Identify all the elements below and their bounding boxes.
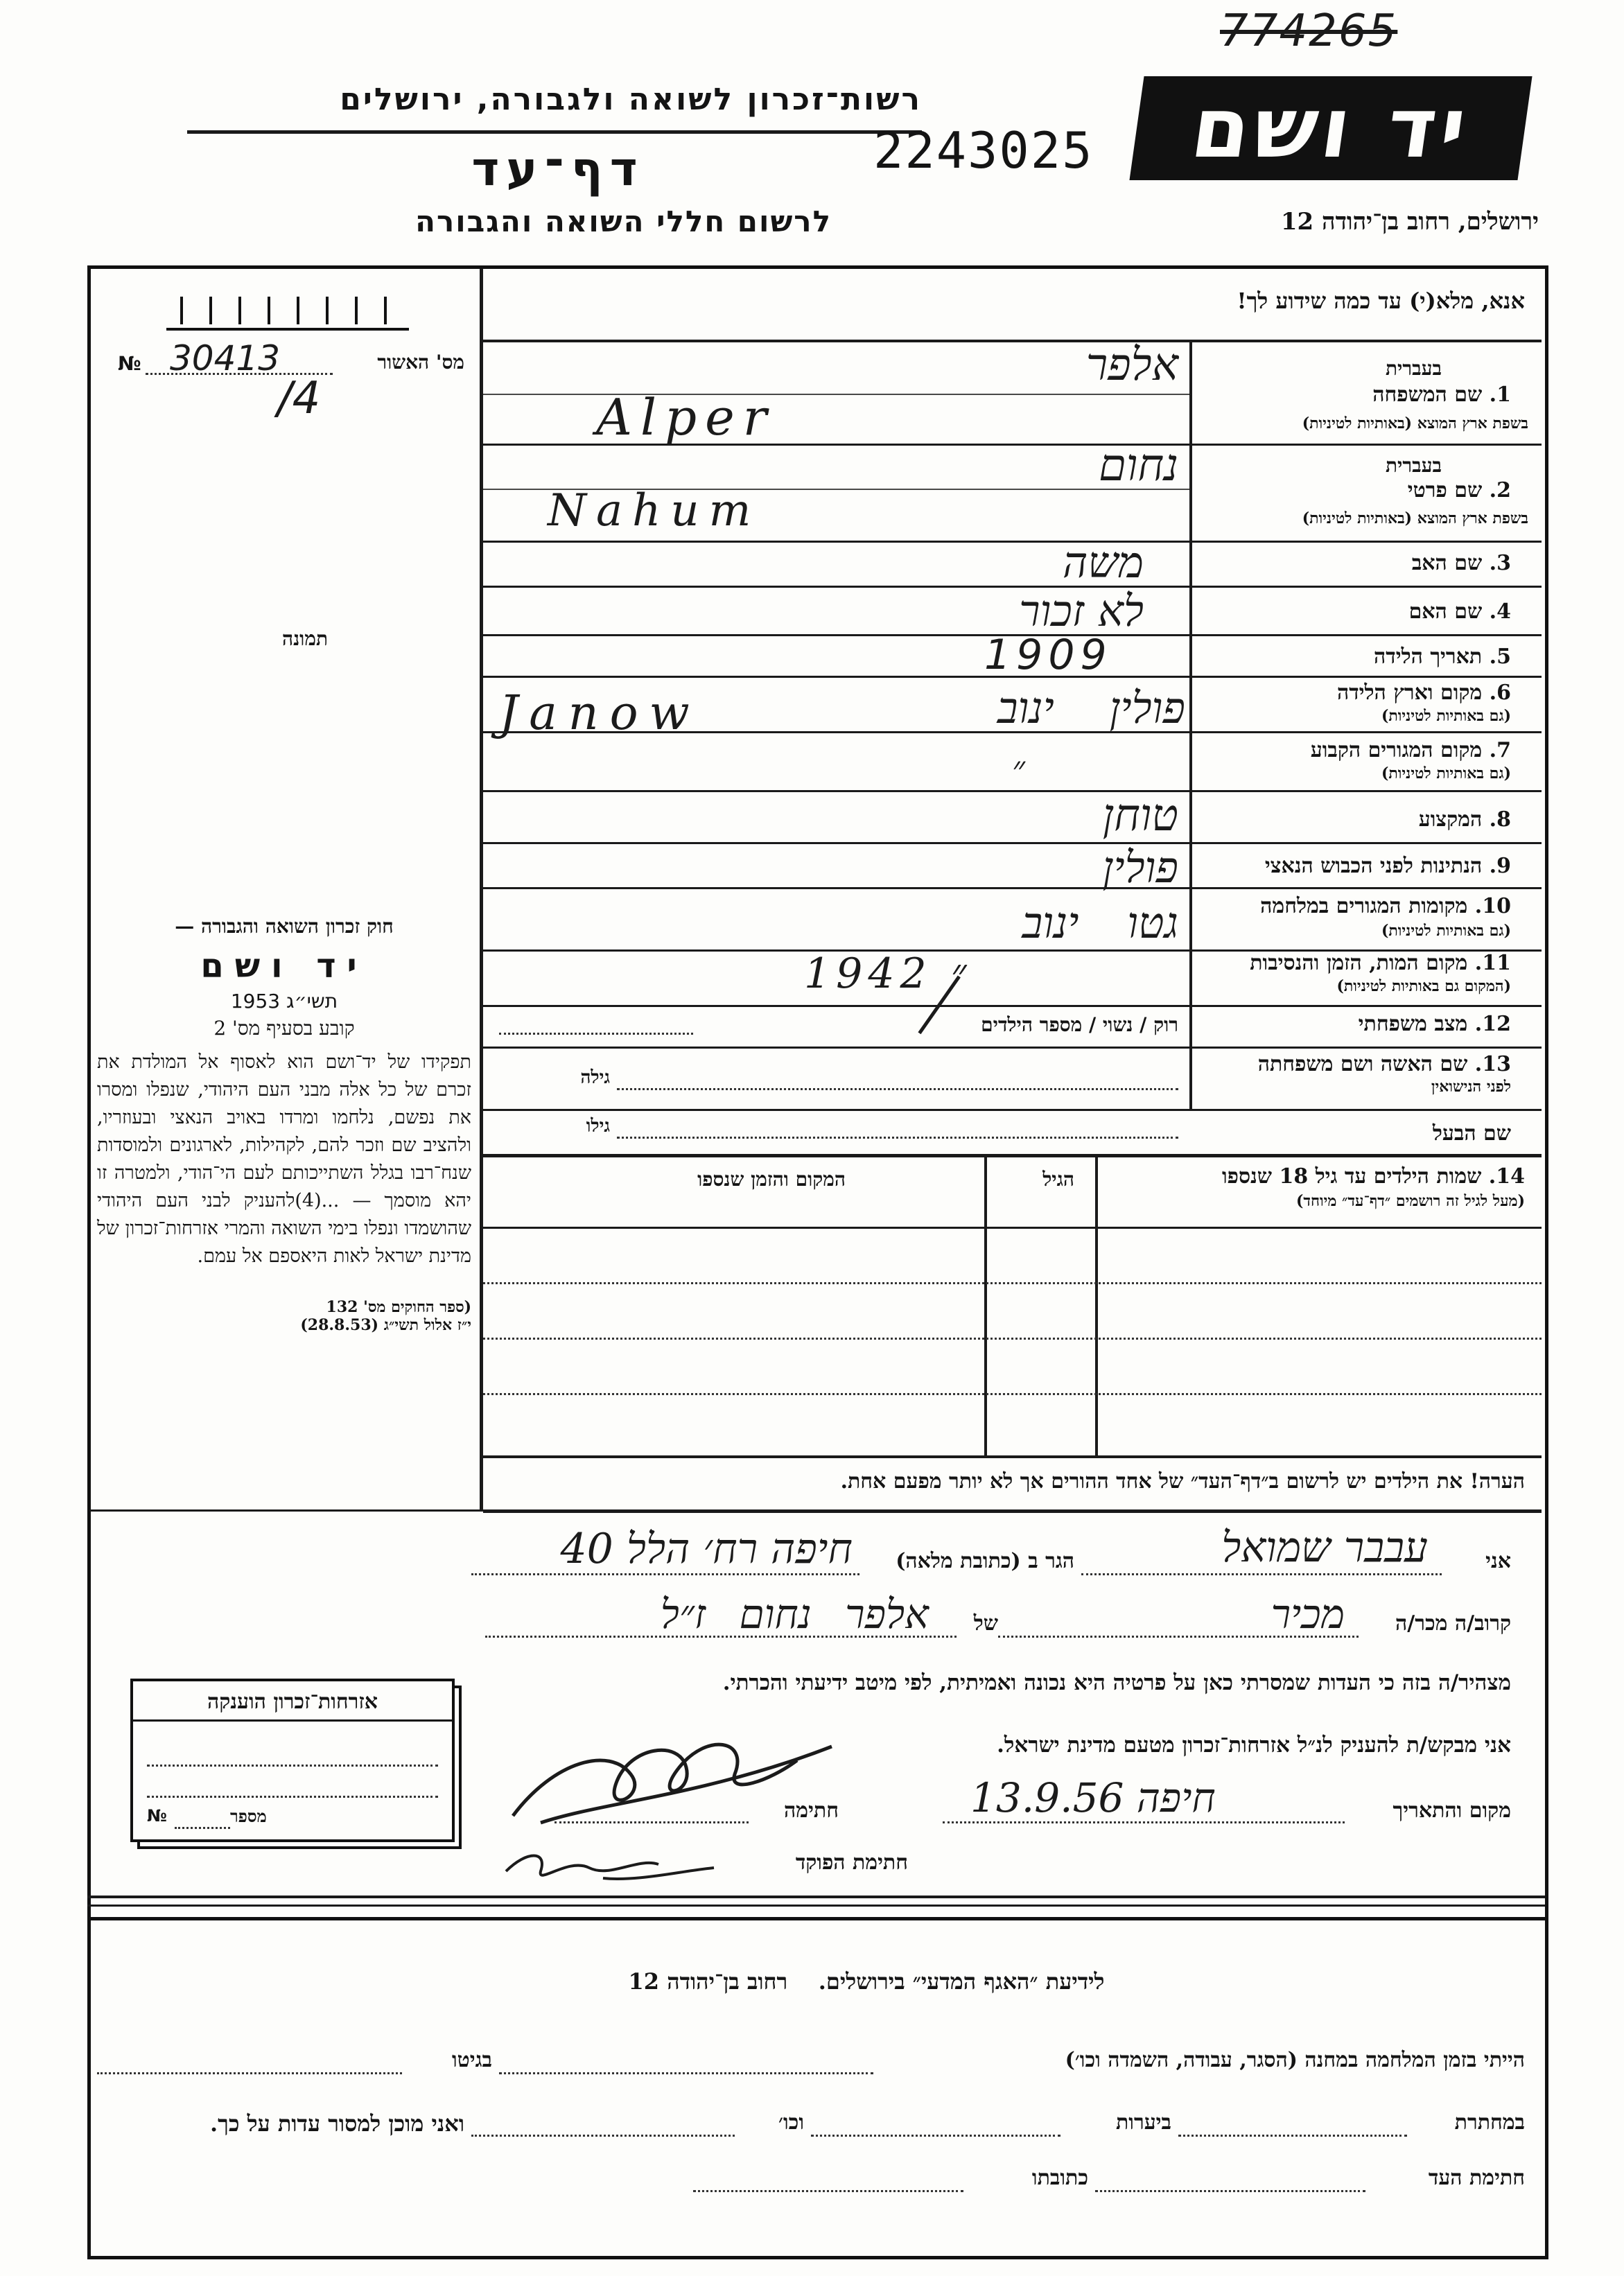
footer-line2-b: ביערות [1115,2110,1171,2135]
field-6-sub: (גם באותיות לטיניות) [1381,707,1511,725]
field-8-value[interactable]: טוחן [1102,790,1178,841]
request-text: אני מבקש/ת להעניק לנ״ל אזרחות־זכרון מטעם מדינת ישראל. [997,1733,1511,1758]
yad-vashem-logo [1129,76,1532,180]
approval-no-symbol: № [118,352,141,375]
approval-extra: /4 [277,373,321,424]
field-12-label: 12. מצב משפחתי [1358,1012,1511,1036]
handwritten-record-number: 774265 [1220,6,1398,57]
field-2-heb-tag: בעברית [1385,454,1442,477]
citizenship-box [130,1679,455,1842]
field-1-value-hebrew[interactable]: אלפר [1085,340,1178,391]
field-1-label: 1. שם המשפחה [1372,383,1511,407]
field-12-value: רוק / נשוי / מספר הילדים [981,1013,1178,1036]
field-7-label: 7. מקום המגורים הקבוע [1310,738,1511,762]
footer-line2-a: במחתרת [1454,2110,1525,2135]
field-1-heb-tag: בעברית [1385,357,1442,380]
declarant-address[interactable]: חיפה רח׳ הלל 40 [560,1525,853,1573]
official-signature [499,1830,721,1892]
field-5-label: 5. תאריך הלידה [1374,645,1511,669]
signature-label: חתימה [784,1798,839,1823]
field-4-label: 4. שם האם [1408,599,1511,624]
field-13-label: 13. שם האשה ושם משפחתה [1257,1052,1511,1076]
declarant-name[interactable]: עבבר שמואל [1221,1523,1428,1572]
children-sub: (מעל לגיל זה רושמים ״דף־עד״ מיוחד) [1295,1192,1525,1210]
approval-number[interactable]: 30413 [170,338,281,378]
header-rule [187,130,922,134]
footer-address: רחוב בן־יהודה 12 [628,1968,788,1995]
citizenship-no-symbol: № [147,1806,167,1826]
husband-age-label: גילו [586,1116,610,1137]
place-date-label: מקום והתאריך [1392,1798,1511,1823]
children-note: הערה! את הילדים יש לרשום ב״דף־העד״ של אחד ההורים אך לא יותר מפעם אחת. [840,1469,1525,1494]
field-3-value[interactable]: משה [1063,537,1144,588]
field-9-label: 9. הנתינות לפני הכבוש הנאצי [1264,854,1511,878]
field-6-value-latin[interactable]: Janow [499,686,701,741]
law-name: יד ושם [200,947,368,986]
field-1-sub: בשפת ארץ המוצא (באותיות לטיניות) [1302,414,1528,432]
footer-line2-c: וכו׳ [778,2110,804,2135]
field-3-label: 3. שם האב [1411,551,1511,575]
citizenship-number-label: מספר [230,1806,267,1826]
field-13-sub: לפני הנישואין [1431,1078,1511,1096]
field-10-label: 10. מקומות המגורים במלחמה [1260,894,1511,918]
field-8-label: 8. המקצוע [1418,807,1511,832]
photo-label: תמונה [281,627,329,650]
field-4-value[interactable]: לא זכור [1019,586,1144,636]
of-label: של [973,1611,998,1636]
official-signature-label: חתימת הפוקד [795,1850,908,1875]
header-address: ירושלים, רחוב בן־יהודה 12 [1280,208,1539,236]
field-1-value-latin[interactable]: Alper [596,388,776,446]
field-9-value[interactable]: פולין [1102,842,1178,893]
children-place-header: המקום והזמן שנספו [697,1168,846,1191]
law-year: תשי״ג 1953 [230,990,338,1013]
law-heading: חוק זכרון השואה והגבורה — [175,915,394,938]
field-2-value-latin[interactable]: Nahum [548,485,761,536]
field-5-value[interactable]: 1909 [984,631,1112,679]
field-2-sub: בשפת ארץ המוצא (באותיות לטיניות) [1302,509,1528,527]
field-7-sub: (גם באותיות לטיניות) [1381,764,1511,782]
husband-label: שם הבעל [1432,1121,1511,1146]
of-name[interactable]: אלפר נחום ז״ל [660,1591,929,1638]
law-block [97,915,471,1334]
footer-line1-a: הייתי בזמן המלחמה במחנה (הסגר, עבודה, השמדה וכו׳) [1065,2048,1525,2072]
field-2-value-hebrew[interactable]: נחום [1099,440,1178,491]
left-column-divider [480,269,483,1509]
intro-instruction: אנא, מלא(י) עד כמה שידוע לך! [1237,288,1525,314]
children-label: 14. שמות הילדים עד גיל 18 שנספו [1221,1164,1525,1189]
declaration-text: מצהיר/ה בזה כי העדות שמסרתי כאן על פרטיה היא נכונה ואמיתית, לפי מיטב ידיעתי והכרתי. [722,1670,1511,1695]
footer-heading [485,1968,1248,1995]
field-2-label: 2. שם פרטי [1407,478,1511,502]
place-date-value[interactable]: חיפה 13.9.56 [970,1774,1216,1821]
field-11-sub: (המקום גם באותיות לטיניות) [1336,977,1511,995]
children-age-header: הגיל [1042,1168,1074,1191]
footer-line2-d: ואני מוכן למסור עדות על כך. [209,2110,464,2137]
law-ref-2: י״ז אלול תשי״ג (28.8.53) [300,1316,471,1334]
declarant-lives-label: הגר ב (כתובת מלאה) [896,1549,1074,1573]
field-11-value[interactable]: 1942 ״ [804,949,972,998]
citizenship-title: אזרחות־זכרון הוענקה [133,1681,452,1722]
footer-title: לידיעת ״האגף המדעי״ בירושלים. [818,1968,1105,1995]
declarant-signature [499,1719,846,1837]
field-13-age-label: גילה [580,1067,610,1088]
relation-value[interactable]: מכיר [1271,1591,1345,1638]
field-11-label: 11. מקום המות, הזמן והנסיבות [1250,951,1511,975]
field-7-value[interactable]: ״ [1012,749,1025,789]
footer-line3-a: חתימת העד [1428,2166,1525,2190]
form-title: דף־עד [471,142,645,197]
relative-label: קרוב/ה מכר/ה [1395,1611,1511,1636]
footer-line3-b: כתובתו [1031,2166,1088,2190]
field-10-sub: (גם באותיות לטיניות) [1381,922,1511,940]
field-10-value[interactable]: גטו ינוב [1022,898,1178,948]
logo-text: יד ושם [1185,80,1476,177]
field-6-value-hebrew[interactable]: פולין ינוב [997,683,1185,733]
authority-name: רשות־זכרון לשואה ולגבורה, ירושלים [340,82,922,117]
approval-label: מס' האשור [377,351,464,374]
law-text: תפקידו של יד־ושם הוא לאסוף אל המולדת את זכרם של כל אלה מבני העם היהודי, שנפלו ומסרו את נפשם, נלחמו ומרדו באויב הנאצי ובעוזריו, ולהציב שם וזכר להם, לקהילות, לארגונים ולמוסדות שנח־רבו בגלל השתייכותם לעם הי־הודי, ולמטרה זו יהא מוסמך — ...(4)להעניק לבני העם היהודי שהושמדו ונפלו בימי השואה והמרי אזרחות־זכרון של מדינת ישראל לאות היאספם אל עמם. [97,1051,471,1267]
field-6-label: 6. מקום וארץ הלידה [1336,681,1511,705]
law-ref-1: (ספר החוקים מס' 132 [326,1298,471,1316]
stamped-number: 2243025 [873,121,1094,180]
footer-line1-b: בגיטו [451,2048,492,2072]
form-subtitle: לרשום חללי השואה והגבורה [415,204,832,238]
label-value-divider [1189,340,1192,1109]
approval-ticks [180,297,409,324]
law-clause: קובע בסעיף מס' 2 [213,1017,355,1040]
approval-box [90,269,480,424]
declarant-ani: אני [1485,1549,1511,1573]
